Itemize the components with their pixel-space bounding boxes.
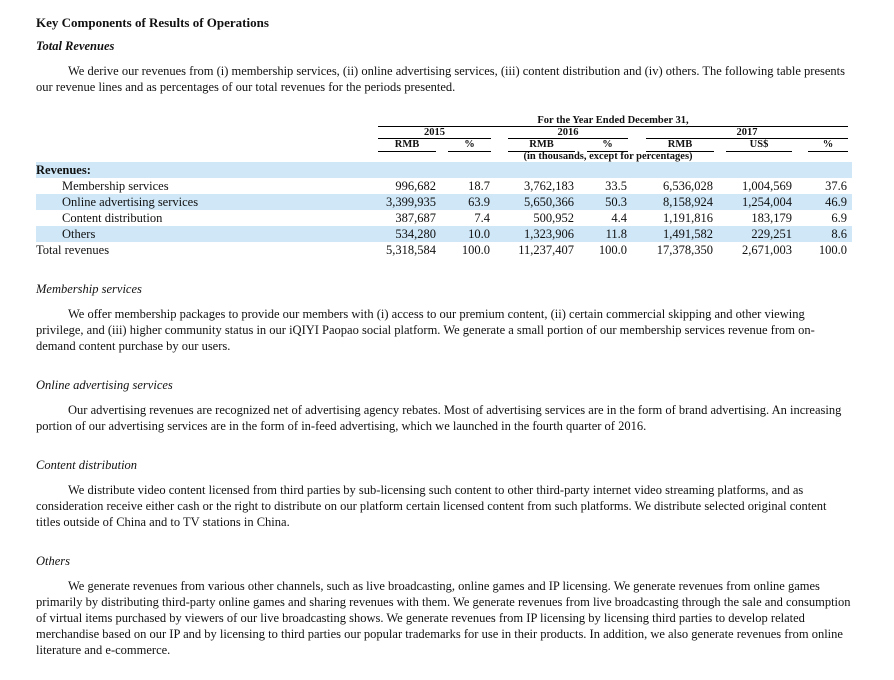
- table-cell: 229,251: [751, 227, 792, 241]
- section-title-others: Others: [36, 554, 71, 568]
- row-highlight: [36, 162, 852, 178]
- section-title-online-advertising: Online advertising services: [36, 378, 173, 392]
- col-header: %: [464, 139, 475, 150]
- section-title-content-distribution: Content distribution: [36, 458, 138, 472]
- table-cell: 1,323,906: [524, 227, 574, 241]
- table-cell: 63.9: [468, 195, 490, 209]
- table-cell: 7.4: [474, 211, 490, 225]
- table-cell: 10.0: [468, 227, 490, 241]
- table-cell: 8.6: [831, 227, 847, 241]
- table-cell: 18.7: [468, 179, 490, 193]
- table-cell: 5,318,584: [386, 243, 436, 257]
- table-cell: 33.5: [605, 179, 627, 193]
- year-2017: 2017: [736, 127, 758, 138]
- table-cell: 100.0: [598, 243, 627, 257]
- table-cell: 6,536,028: [663, 179, 713, 193]
- table-cell: 5,650,366: [524, 195, 574, 209]
- row-label-membership: Membership services: [62, 179, 169, 193]
- table-cell: 8,158,924: [663, 195, 713, 209]
- section-text-online-advertising: Our advertising revenues are recognized net of advertising agency rebates. Most of advertising services are in the form of brand advertising. An increasing portion of our advertising services are in the form of in-feed advertising, which we launched in the fourth quarter of 2016.: [36, 403, 842, 433]
- row-label-others: Others: [62, 227, 96, 241]
- row-highlight: [36, 226, 852, 242]
- year-2015: 2015: [424, 127, 445, 138]
- col-rule: [448, 151, 491, 152]
- col-header: %: [822, 139, 834, 150]
- units-note: (in thousands, except for percentages): [523, 151, 693, 162]
- table-cell: 387,687: [395, 211, 436, 225]
- col-header: RMB: [394, 139, 420, 150]
- table-cell: 100.0: [818, 243, 847, 257]
- table-cell: 3,762,183: [524, 179, 574, 193]
- table-cell: 46.9: [825, 195, 847, 209]
- section-text-others: We generate revenues from various other channels, such as live broadcasting, online games and IP licensing. We generate revenues from online games primarily by distributing third-party online games and sharing revenues with them. We generate revenues from live broadcasting through the sale and consumption of virtual items purchased by viewers of our live broadcasting shows. We generate revenues from IP licensing by licensing third parties to develop related merchandise based on our IP and by licensing to third parties our popular trademarks for use in their products. In addition, we also generate revenues from online literature and e-commerce.: [36, 579, 851, 657]
- table-cell: 100.0: [461, 243, 490, 257]
- col-header: RMB: [529, 139, 554, 150]
- col-rule: [378, 151, 436, 152]
- table-cell: 6.9: [831, 211, 847, 225]
- page-title: Key Components of Results of Operations: [36, 15, 269, 30]
- year-2016: 2016: [557, 127, 579, 138]
- table-period-header: For the Year Ended December 31,: [537, 115, 689, 126]
- col-header: %: [602, 139, 613, 150]
- section-text-content-distribution: We distribute video content licensed from third parties by sub-licensing such content to other third-party internet video streaming platforms, and as consideration receive either cash or the right to distribute on our platform certain licensed content from such platforms. We distribute selected original content titles outside of China and to TV stations in China.: [36, 483, 827, 529]
- table-cell: 2,671,003: [742, 243, 792, 257]
- table-cell: 534,280: [395, 227, 436, 241]
- table-cell: 17,378,350: [656, 243, 713, 257]
- section-title-membership: Membership services: [36, 282, 142, 296]
- table-cell: 50.3: [605, 195, 627, 209]
- table-cell: 996,682: [395, 179, 436, 193]
- table-cell: 4.4: [611, 211, 627, 225]
- col-rule: [808, 151, 848, 152]
- table-cell: 1,254,004: [742, 195, 792, 209]
- table-cell: 37.6: [825, 179, 847, 193]
- row-label-content-distribution: Content distribution: [62, 211, 163, 225]
- table-cell: 1,004,569: [742, 179, 792, 193]
- section-subtitle: Total Revenues: [36, 39, 115, 53]
- table-cell: 183,179: [751, 211, 792, 225]
- table-cell: 3,399,935: [386, 195, 436, 209]
- row-label-total: Total revenues: [36, 243, 110, 257]
- col-header: US$: [749, 139, 769, 150]
- section-text-membership: We offer membership packages to provide our members with (i) access to our premium content, (ii) certain commercial skipping and other viewing privilege, and (iii) higher community status in our iQIYI Paopao social platform. We generate a small portion of our membership services revenue from on-demand content purchase by our users.: [36, 307, 815, 353]
- col-rule: [726, 151, 792, 152]
- table-cell: 1,491,582: [663, 227, 713, 241]
- intro-paragraph: We derive our revenues from (i) membership services, (ii) online advertising services, (iii) content distribution and (iv) others. The following table presents our revenue lines and as percentages of our total revenues for the periods presented.: [36, 64, 846, 94]
- col-header: RMB: [667, 139, 693, 150]
- row-label-online-advertising: Online advertising services: [62, 195, 199, 209]
- table-cell: 11,237,407: [518, 243, 574, 257]
- table-cell: 1,191,816: [663, 211, 713, 225]
- revenues-label: Revenues:: [36, 163, 91, 177]
- table-cell: 11.8: [605, 227, 627, 241]
- table-cell: 500,952: [533, 211, 574, 225]
